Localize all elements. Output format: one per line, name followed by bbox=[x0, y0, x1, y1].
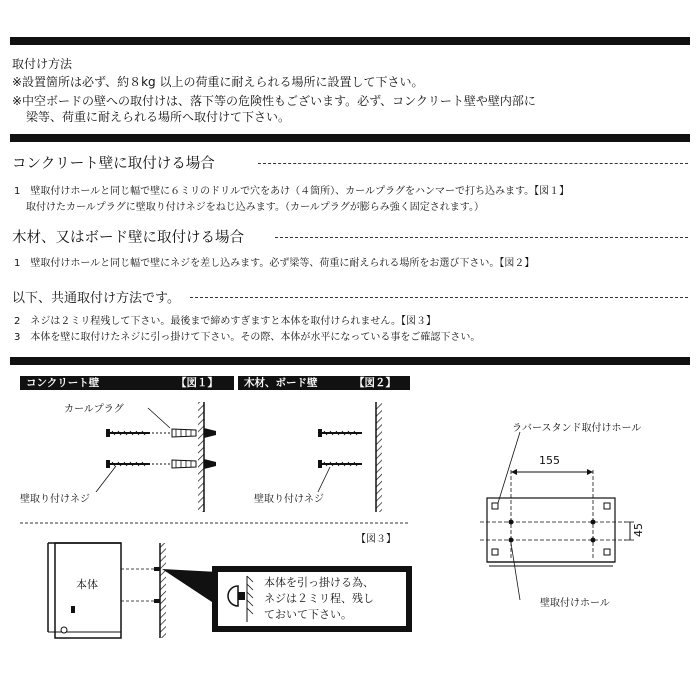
side-label-wall-holes: 壁取付けホール bbox=[540, 598, 610, 609]
fig3-callout-pointer bbox=[162, 569, 218, 606]
intro-note-1: ※設置箇所は必ず、約８kg 以上の荷重に耐えられる場所に設置して下さい。 bbox=[12, 75, 424, 89]
fig3-callout-line-1: 本体を引っ掛ける為、 bbox=[264, 576, 374, 589]
unit-outline bbox=[487, 498, 615, 562]
fig1-label-screw: 壁取り付けネジ bbox=[20, 494, 90, 505]
fig2-wall-hatch bbox=[376, 402, 382, 512]
fig2-header-tag: 【図２】 bbox=[354, 377, 396, 389]
intro-note-2a: ※中空ボードの壁への取付けは、落下等の危険性もございます。必ず、コンクリート壁や壁内部に bbox=[12, 94, 536, 108]
fig3-tag: 【図３】 bbox=[356, 534, 396, 545]
concrete-step-1b: 取付けたカールプラグに壁取り付けネジをねじ込みます。（カールプラグが膨らみ強く固定されます。） bbox=[26, 202, 484, 213]
fig1-label-plug: カールプラグ bbox=[64, 404, 124, 415]
fig3-wall-hatch bbox=[160, 543, 166, 638]
fig3-callout-line-2: ネジは２ミリ程、残し bbox=[264, 592, 374, 605]
side-label-rubber-holes: ラバースタンド取付けホール bbox=[512, 423, 642, 434]
fig3-callout-line-3: ておいて下さい。 bbox=[264, 608, 352, 621]
concrete-heading: コンクリート壁に取付ける場合 bbox=[12, 156, 215, 172]
fig1-plug-upper bbox=[172, 428, 216, 438]
fig2-header-title: 木材、ボード壁 bbox=[244, 377, 318, 389]
fig1-screw-upper bbox=[106, 429, 170, 437]
common-step-3: 3 本体を壁に取付けたネジに引っ掛けて下さい。その際、本体が水平になっている事をご確認下さい。 bbox=[14, 332, 481, 343]
fig1-header-title: コンクリート壁 bbox=[26, 377, 100, 389]
fig3-body-label: 本体 bbox=[76, 578, 98, 591]
board-step-1: 1 壁取付けホールと同じ幅で壁にネジを差し込みます。必ず梁等、荷重に耐えられる場所をお選び下さい。【図２】 bbox=[14, 258, 535, 269]
fig1-plug-lower bbox=[172, 459, 216, 469]
fig2-label-screw: 壁取り付けネジ bbox=[254, 494, 324, 505]
intro-title: 取付け方法 bbox=[12, 57, 73, 71]
concrete-step-1a: 1 壁取付けホールと同じ幅で壁に６ミリのドリルで穴をあけ（４箇所）、カールプラグをハンマーで打ち込みます。【図１】 bbox=[14, 186, 570, 197]
board-heading: 木材、又はボード壁に取付ける場合 bbox=[12, 230, 244, 246]
fig2-drawing bbox=[318, 402, 382, 512]
fig1-drawing bbox=[96, 402, 216, 512]
fig2-screw-upper bbox=[318, 429, 362, 437]
side-dim-width: 155 bbox=[539, 454, 560, 467]
common-heading: 以下、共通取付け方法です。 bbox=[12, 291, 180, 306]
fig1-wall-hatch bbox=[198, 402, 204, 512]
common-step-2: 2 ネジは２ミリ程残して下さい。最後まで締めすぎますと本体を取付けられません。【図３】 bbox=[14, 316, 436, 327]
intro-note-2b: 梁等、荷重に耐えられる場所へ取付けて下さい。 bbox=[26, 110, 291, 124]
side-dim-height: 45 bbox=[632, 523, 645, 537]
fig1-header-tag: 【図１】 bbox=[176, 377, 218, 389]
fig2-screw-lower bbox=[318, 460, 362, 468]
